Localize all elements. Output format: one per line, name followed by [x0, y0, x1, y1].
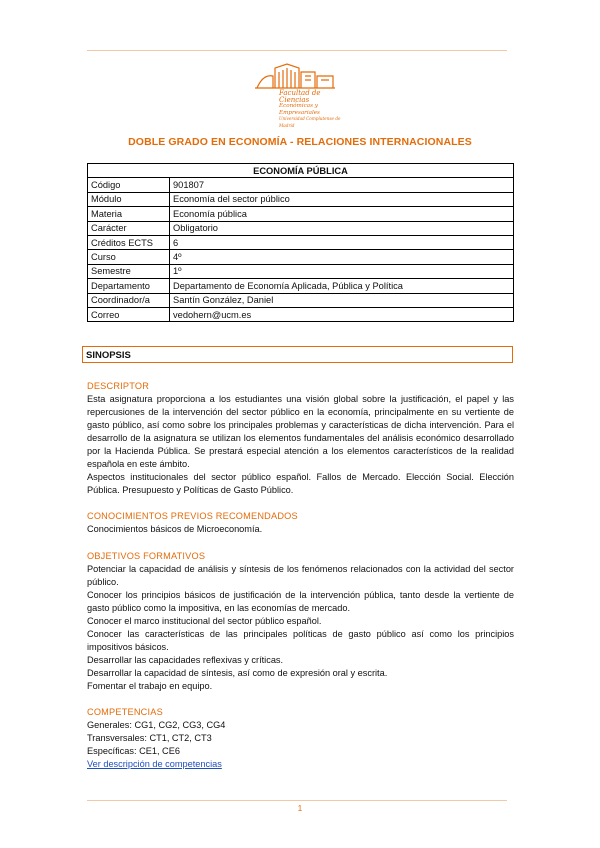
competencias-transversales: Transversales: CT1, CT2, CT3 [87, 733, 212, 744]
row-value: vedohern@ucm.es [170, 307, 514, 321]
row-value: 1º [170, 264, 514, 278]
row-value: Santín González, Daniel [170, 293, 514, 307]
objetivo-item: Desarrollar las capacidades reflexivas y críticas. [87, 654, 284, 665]
header-rule [87, 50, 507, 51]
row-key: Carácter [88, 221, 170, 235]
page-number: 1 [297, 804, 303, 813]
objetivo-item: Conocer las características de las principales políticas de gasto público así como los principios impositivos básicos. [87, 628, 514, 652]
row-key: Correo [88, 307, 170, 321]
table-row [88, 279, 514, 293]
sinopsis-section-header: SINOPSIS [82, 346, 513, 363]
row-value: Departamento de Economía Aplicada, Pública y Política [170, 279, 514, 293]
objetivo-item: Conocer el marco institucional del sector público español. [87, 615, 322, 626]
competencias-description-link[interactable]: Ver descripción de competencias [87, 759, 222, 770]
row-key: Coordinador/a [88, 293, 170, 307]
footer-rule [87, 800, 507, 801]
sinopsis-content [87, 380, 514, 771]
logo-line-2: Económicas y Empresariales [279, 103, 320, 116]
row-key: Módulo [88, 192, 170, 206]
previos-text: Conocimientos básicos de Microeconomía. [87, 524, 263, 535]
objetivo-item: Fomentar el trabajo en equipo. [87, 680, 213, 691]
table-row [88, 293, 514, 307]
competencias-heading: COMPETENCIAS [87, 707, 163, 718]
row-value: Obligatorio [170, 221, 514, 235]
row-key: Curso [88, 250, 170, 264]
table-row [88, 235, 514, 249]
row-key: Departamento [88, 279, 170, 293]
previos-heading: CONOCIMIENTOS PREVIOS RECOMENDADOS [87, 511, 298, 522]
logo-line-3: Universidad Complutense de Madrid [279, 116, 341, 128]
objetivos-heading: OBJETIVOS FORMATIVOS [87, 550, 206, 561]
row-key: Créditos ECTS [88, 235, 170, 249]
course-info-table [87, 163, 514, 322]
table-row [88, 221, 514, 235]
row-value: 4º [170, 250, 514, 264]
table-row [88, 264, 514, 278]
row-value: Economía pública [170, 207, 514, 221]
row-key: Materia [88, 207, 170, 221]
table-row [88, 250, 514, 264]
row-value: 901807 [170, 178, 514, 192]
course-name-header: ECONOMÍA PÚBLICA [88, 164, 514, 178]
logo-line-1: Facultad de Ciencias [279, 89, 321, 104]
row-value: 6 [170, 235, 514, 249]
faculty-logo [253, 58, 349, 128]
table-row [88, 307, 514, 321]
objetivo-item: Conocer los principios básicos de justificación de la intervención pública, tanto desde la vertiente de gasto público como la impositiva, en las economías de mercado. [87, 589, 514, 613]
row-key: Código [88, 178, 170, 192]
page-title: DOBLE GRADO EN ECONOMÍA - RELACIONES INTERNACIONALES [128, 136, 472, 148]
objetivo-item: Desarrollar la capacidad de síntesis, así como de expresión oral y escrita. [87, 667, 388, 678]
table-row [88, 178, 514, 192]
descriptor-paragraph-2: Aspectos institucionales del sector público español. Fallos de Mercado. Elección Social. Elección Pública. Presupuesto y Políticas de Gasto Público. [87, 472, 514, 496]
objetivo-item: Potenciar la capacidad de análisis y síntesis de los fenómenos relacionados con la actividad del sector público. [87, 563, 514, 587]
row-key: Semestre [88, 264, 170, 278]
table-row [88, 192, 514, 206]
row-value: Economía del sector público [170, 192, 514, 206]
table-row [88, 207, 514, 221]
competencias-generales: Generales: CG1, CG2, CG3, CG4 [87, 720, 226, 731]
descriptor-heading: DESCRIPTOR [87, 381, 150, 391]
competencias-especificas: Específicas: CE1, CE6 [87, 746, 180, 757]
descriptor-paragraph-1: Esta asignatura proporciona a los estudiantes una visión global sobre la justificación, el papel y las repercusiones de la intervención del sector público en la economía, principalmente en su vertiente de gasto público, así como sobre los principales problemas y características de dicha intervención. Para el desarrollo de la asignatura se utilizan los elementos fundamentales del análisis económico desarrollado por la Hacienda Pública. Se prestará especial atención a los elementos característicos de la realidad española en este ámbito. [87, 394, 514, 470]
